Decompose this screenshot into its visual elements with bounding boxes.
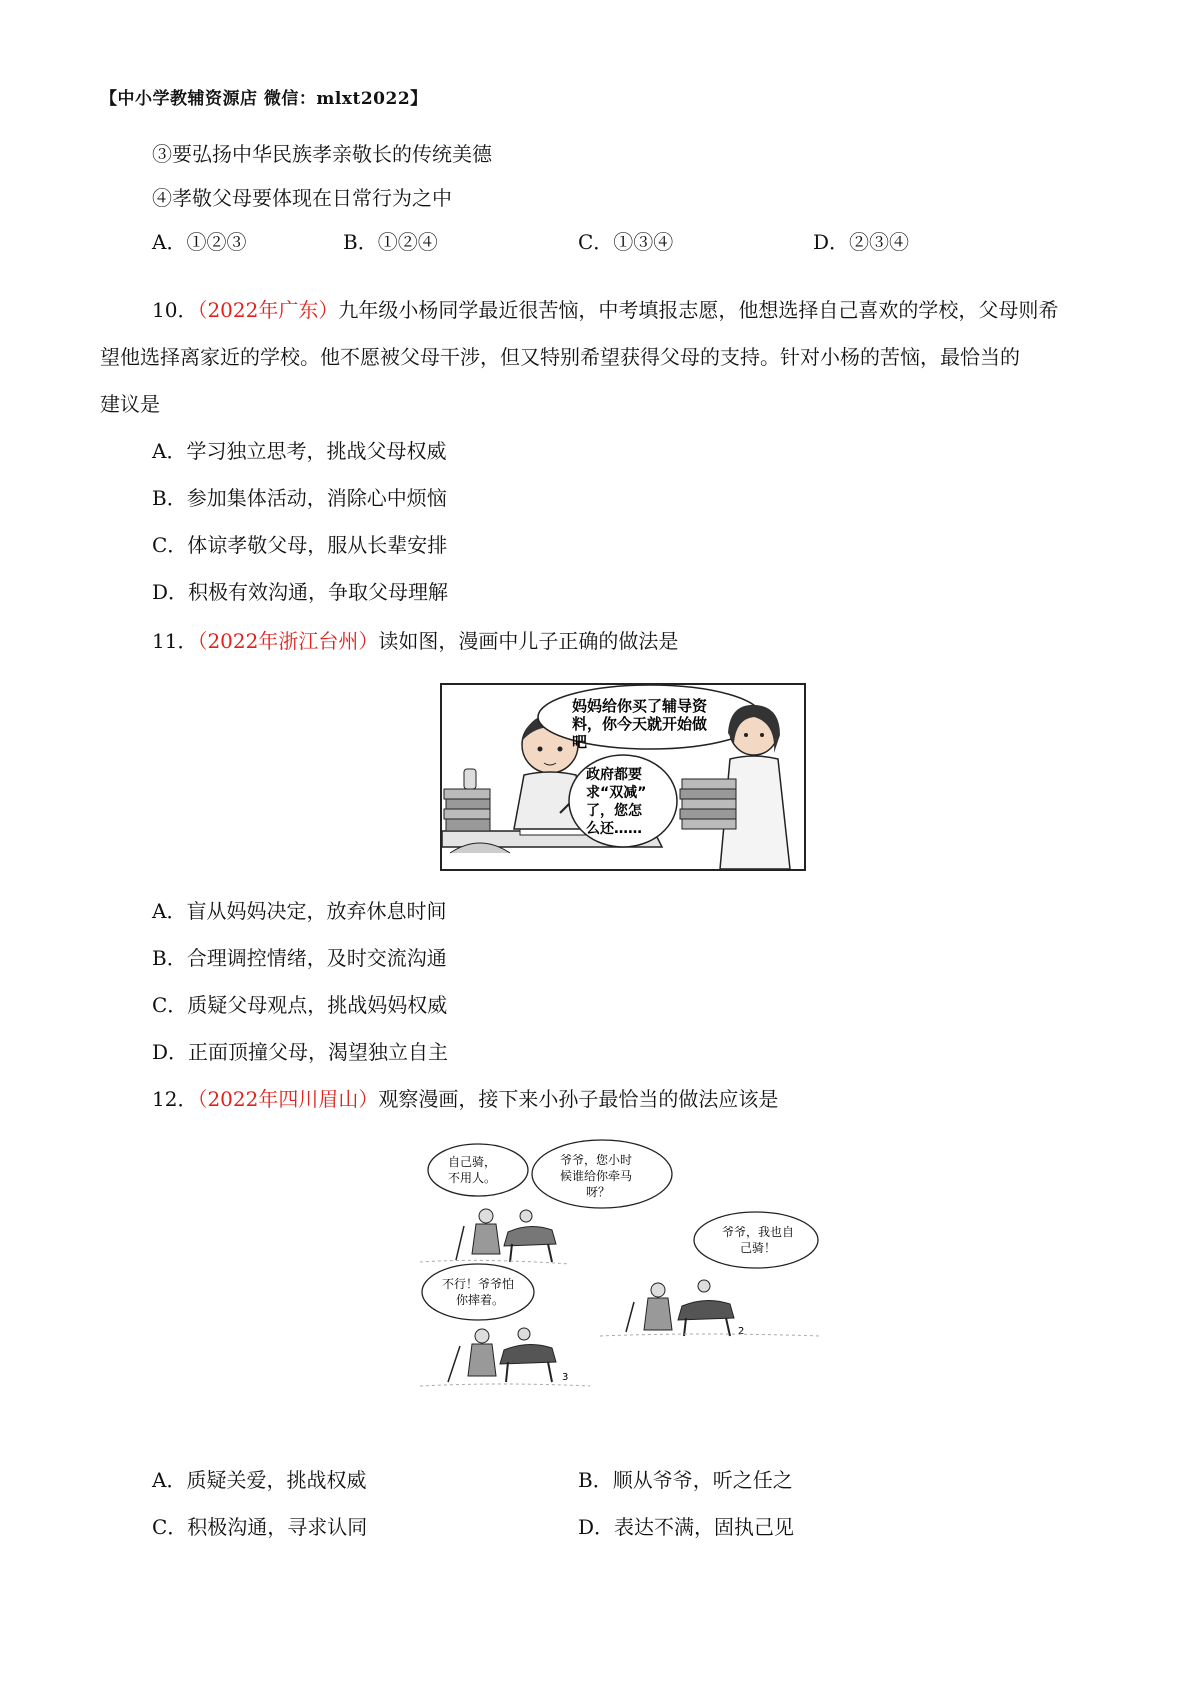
q12-bubble-4-line-2: 你摔着。 [456, 1293, 505, 1307]
q11-option-b: B．合理调控情绪，及时交流沟通 [152, 946, 447, 970]
q12-bubble-2-line-2: 候谁给你牵马 [560, 1169, 633, 1183]
q9-option-d: D．②③④ [813, 230, 910, 254]
q11-bubble-mom-line-3: 吧 [572, 733, 588, 751]
q12-source: （2022年四川眉山） [197, 1087, 379, 1111]
q11-comic [440, 683, 806, 871]
q12-bubble-3-line-1: 爷爷，我也自 [722, 1225, 795, 1239]
q12-bubble-2-line-3: 呀？ [586, 1185, 611, 1199]
q12-bubble-3-line-2: 己骑！ [740, 1241, 777, 1255]
q11-bubble-son-line-3: 了，您怎 [586, 803, 642, 819]
q10-option-c: C．体谅孝敬父母，服从长辈安排 [152, 533, 448, 557]
q10-text-1: 九年级小杨同学最近很苦恼，中考填报志愿，他想选择自己喜欢的学校，父母则希 [338, 298, 1059, 322]
q11-bubble-mom-line-2: 料，你今天就开始做 [572, 715, 708, 733]
q12-option-b: B．顺从爷爷，听之任之 [578, 1468, 793, 1492]
q11-source: （2022年浙江台州） [197, 629, 379, 653]
q10-stem-line-2: 望他选择离家近的学校。他不愿被父母干涉，但又特别希望获得父母的支持。针对小杨的苦恼，最恰当的 [100, 345, 1020, 369]
q12-stem [152, 1085, 778, 1113]
q9-option-a: A．①②③ [152, 230, 247, 254]
q12-bubble-1-line-2: 不用人。 [448, 1171, 497, 1185]
q9-option-c: C．①③④ [578, 230, 674, 254]
q11-text: 读如图，漫画中儿子正确的做法是 [378, 629, 679, 653]
q12-option-d: D．表达不满，固执己见 [578, 1515, 795, 1539]
q11-option-a: A．盲从妈妈决定，放弃休息时间 [152, 899, 447, 923]
q12-text: 观察漫画，接下来小孙子最恰当的做法应该是 [378, 1087, 779, 1111]
q11-bubble-son-line-4: 么还…… [586, 821, 642, 837]
q12-option-a: A．质疑关爱，挑战权威 [152, 1468, 367, 1492]
q10-source: （2022年广东） [197, 298, 339, 322]
q12-bubble-1-line-1: 自己骑， [448, 1155, 497, 1169]
q12-panel-number-2: 2 [738, 1326, 745, 1337]
q10-number: 10． [152, 298, 198, 322]
q12-bubble-4-line-1: 不行！爷爷怕 [442, 1277, 515, 1291]
q11-number: 11． [152, 629, 198, 653]
q12-comic [420, 1136, 848, 1396]
q10-option-b: B．参加集体活动，消除心中烦恼 [152, 486, 447, 510]
page-header: 【中小学教辅资源店 微信：mlxt2022】 [100, 89, 428, 109]
q10-option-a: A．学习独立思考，挑战父母权威 [152, 439, 447, 463]
q10-option-d: D．积极有效沟通，争取父母理解 [152, 580, 449, 604]
q11-bubble-son-line-1: 政府都要 [586, 767, 642, 783]
q12-bubble-2-line-1: 爷爷，您小时 [560, 1153, 633, 1167]
q10-stem-line-1 [152, 296, 1058, 324]
q9-item-4: ④孝敬父母要体现在日常行为之中 [152, 186, 452, 210]
q9-item-3: ③要弘扬中华民族孝亲敬长的传统美德 [152, 142, 492, 166]
q11-bubble-son-line-2: 求“双减” [586, 785, 647, 801]
q12-panel-number-3: 3 [562, 1372, 569, 1383]
q11-option-c: C．质疑父母观点，挑战妈妈权威 [152, 993, 448, 1017]
q11-bubble-mom-line-1: 妈妈给你买了辅导资 [572, 697, 708, 715]
q11-stem [152, 627, 678, 655]
q12-number: 12． [152, 1087, 198, 1111]
q9-option-b: B．①②④ [343, 230, 438, 254]
q12-option-c: C．积极沟通，寻求认同 [152, 1515, 368, 1539]
q11-option-d: D．正面顶撞父母，渴望独立自主 [152, 1040, 449, 1064]
q10-stem-line-3: 建议是 [100, 392, 160, 416]
